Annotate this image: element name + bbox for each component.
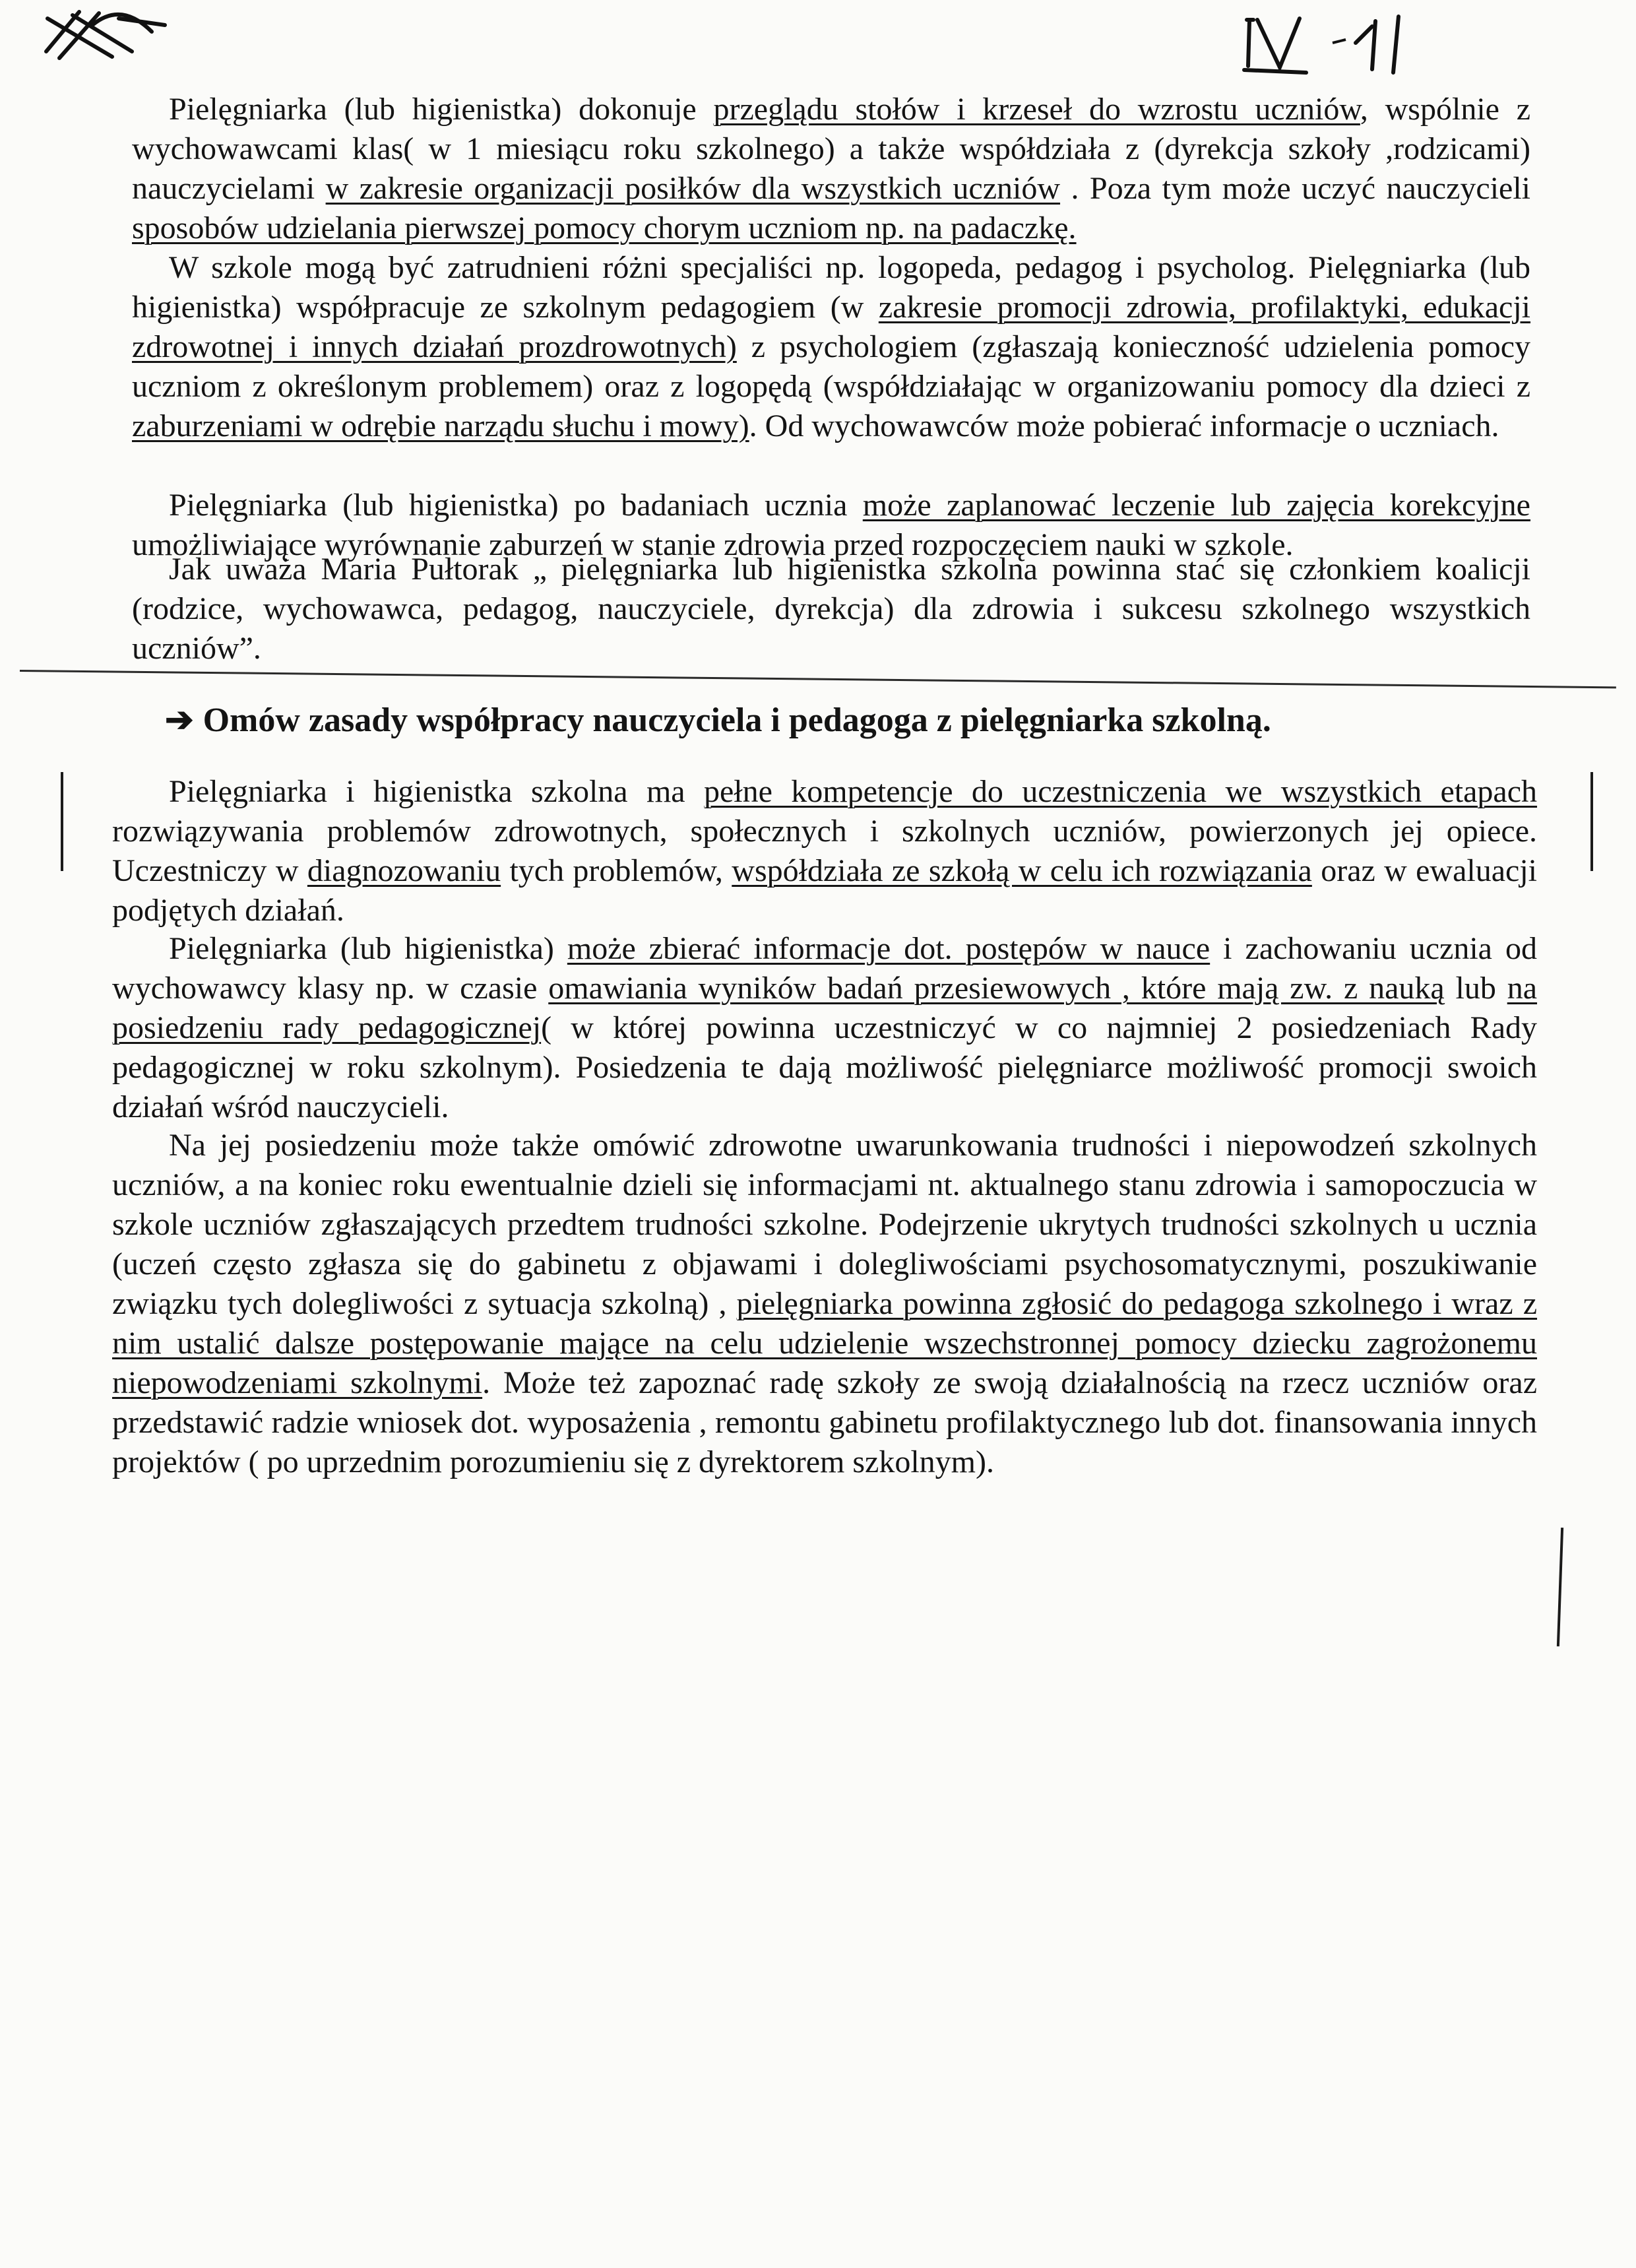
p2-text-c: . Od wychowawców może pobierać informacje o uczniach.	[749, 408, 1499, 443]
page-mark-strokes	[1240, 7, 1438, 79]
q3-text-b: . Może też zapoznać radę szkoły ze swoją działalnością na rzecz uczniów oraz przedstawić radzie wniosek dot. wyposażenia , remontu gabinetu profilaktycznego lub dot. finansowania innych projektów ( po uprzednim porozumieniu się z dyrektorem szkolnym).	[112, 1365, 1538, 1479]
q2-underlined-2: omawiania wyników badań przesiewowych , które mają zw. z nauką	[548, 971, 1445, 1006]
p2-underlined-1: zakresie promocji zdrowia, profilaktyki, edukacji zdrowotnej i innych działań prozdrowotnych)	[132, 290, 1531, 364]
q1-text-c: tych problemów,	[501, 853, 732, 888]
section-divider	[20, 670, 1616, 688]
q1-underlined-3: współdziała ze szkołą w celu ich rozwiązania	[732, 853, 1312, 888]
q3-underlined-1: pielęgniarka powinna zgłosić do pedagoga szkolnego i wraz z nim ustalić dalsze postępowanie mające na celu udzielenie wszechstronnej pomocy dziecku zagrożonemu niepowodzeniami szkolnymi	[112, 1286, 1538, 1400]
margin-mark-right	[1590, 772, 1593, 871]
p2-underlined-2: zaburzeniami w odrębie narządu słuchu i mowy)	[132, 408, 749, 443]
p1-text-b: , wspólnie z wychowawcami klas( w 1 miesiącu roku szkolnego) a także współdziała z (dyrekcja szkoły ,rodzicami) nauczycielami	[132, 92, 1531, 206]
crossed-out-scribble	[40, 5, 178, 65]
p1-underlined-1: przeglądu stołów i krzeseł do wzrostu uczniów	[713, 92, 1360, 127]
p1-underlined-3: sposobów udzielania pierwszej pomocy chorym uczniom np. na padaczkę.	[132, 211, 1077, 245]
paragraph-6	[112, 929, 1537, 1127]
p2-text-b: z psychologiem (zgłaszają konieczność udzielenia pomocy uczniom z określonym problemem) oraz z logopędą (współdziałając w organizowaniu pomocy dla dzieci z	[132, 329, 1530, 404]
q2-underlined-1: może zbierać informacje dot. postępów w nauce	[567, 931, 1211, 966]
q1-text-a: Pielęgniarka i higienistka szkolna ma	[169, 774, 704, 809]
section-heading	[165, 699, 1484, 742]
paragraph-1	[132, 90, 1530, 248]
p3-text-b: umożliwiające wyrównanie zaburzeń w stanie zdrowia przed rozpoczęciem nauki w szkole.	[132, 527, 1294, 562]
margin-mark-right-bottom	[1557, 1528, 1563, 1646]
arrow-right-icon: ➔	[165, 701, 194, 739]
page-number-handwritten	[1240, 7, 1438, 79]
q2-text-a: Pielęgniarka (lub higienistka)	[169, 931, 567, 966]
p1-text-c: . Poza tym może uczyć nauczycieli	[1060, 171, 1531, 206]
q2-underlined-3: na posiedzeniu rady pedagogicznej	[112, 971, 1538, 1045]
q1-underlined-2: diagnozowaniu	[307, 853, 501, 888]
q3-text-a: Na jej posiedzeniu może także omówić zdrowotne uwarunkowania trudności i niepowodzeń szkolnych uczniów, a na koniec roku ewentualnie dzieli się informacjami nt. aktualnego stanu zdrowia i samopoczucia w szkole uczniów zgłaszających przedtem trudności szkolne. Podejrzenie ukrytych trudności szkolnych u ucznia (uczeń często zgłasza się do gabinetu z objawami i dolegliwościami psychosomatycznymi, poszukiwanie związku tych dolegliwości z sytuacja szkolną) ,	[112, 1128, 1537, 1321]
p1-underlined-2: w zakresie organizacji posiłków dla wszystkich uczniów	[325, 171, 1061, 206]
paragraph-7	[112, 1126, 1537, 1482]
paragraph-5	[112, 772, 1537, 930]
paragraph-2	[132, 248, 1530, 446]
paragraph-4-quote: Jak uważa Maria Pułtorak „ pielęgniarka lub higienistka szkolna powinna stać się członkiem koalicji (rodzice, wychowawca, pedagog, nauczyciele, dyrekcja) dla zdrowia i sukcesu szkolnego wszystkich uczniów”.	[132, 552, 1530, 666]
margin-mark-left	[61, 772, 63, 871]
q1-text-b: rozwiązywania problemów zdrowotnych, społecznych i szkolnych uczniów, powierzonych jej opiece. Uczestniczy w	[112, 814, 1537, 888]
q2-text-d: ( w której powinna uczestniczyć w co najmniej 2 posiedzeniach Rady pedagogicznej w roku szkolnym). Posiedzenia te dają możliwość pielęgniarce możliwość promocji swoich działań wśród nauczycieli.	[112, 1010, 1537, 1124]
p2-text-a: W szkole mogą być zatrudnieni różni specjaliści np. logopeda, pedagog i psycholog. Pielęgniarka (lub higienistka) współpracuje ze szkolnym pedagogiem (w	[132, 250, 1530, 325]
p3-text-a: Pielęgniarka (lub higienistka) po badaniach ucznia	[169, 488, 863, 523]
q1-text-d: oraz w ewaluacji podjętych działań.	[112, 853, 1538, 928]
heading-text: Omów zasady współpracy nauczyciela i pedagoga z pielęgniarka szkolną.	[203, 701, 1271, 739]
q2-text-c: lub	[1444, 971, 1507, 1006]
p1-text-a: Pielęgniarka (lub higienistka) dokonuje	[169, 92, 714, 127]
p3-underlined-1: może zaplanować leczenie lub zajęcia korekcyjne	[862, 488, 1530, 523]
q2-text-b: i zachowaniu ucznia od wychowawcy klasy np. w czasie	[112, 931, 1537, 1006]
q1-underlined-1: pełne kompetencje do uczestniczenia we wszystkich etapach	[703, 774, 1538, 809]
